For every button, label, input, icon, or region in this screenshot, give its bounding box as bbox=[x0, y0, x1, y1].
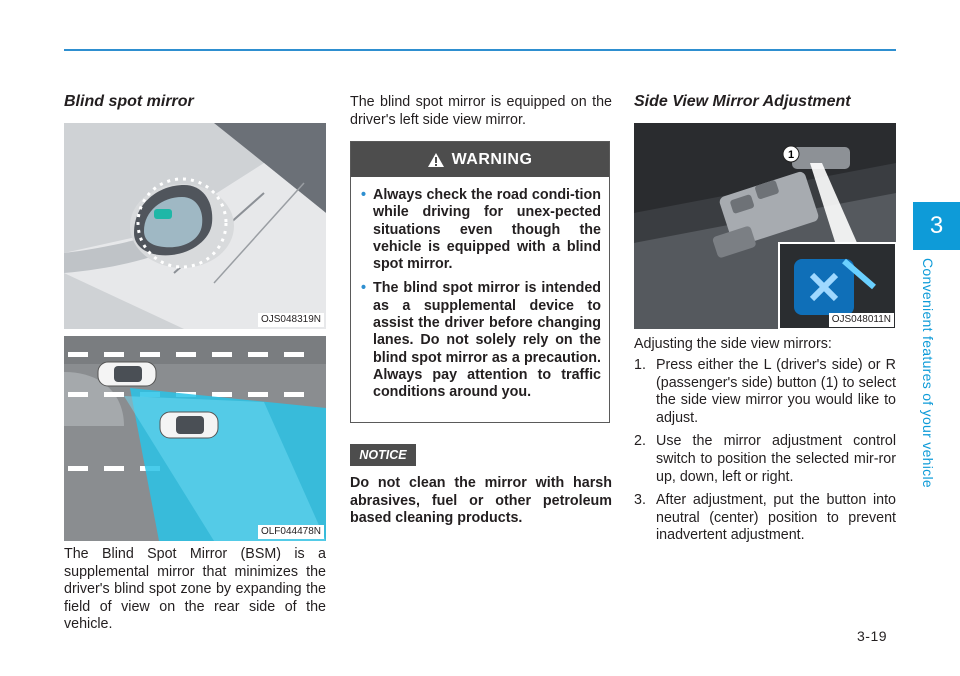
chapter-number: 3 bbox=[929, 212, 944, 239]
page-number: 3-19 bbox=[857, 628, 888, 644]
figure-blind-spot-mirror-photo bbox=[64, 123, 326, 329]
blind-spot-mirror-heading: Blind spot mirror bbox=[64, 93, 194, 110]
blind-spot-intro: The blind spot mirror is equipped on the driver's left side view mirror. bbox=[350, 94, 612, 128]
callout-number: 1 bbox=[787, 149, 795, 161]
bullet-icon: • bbox=[361, 187, 367, 203]
chapter-title: Convenient features of your vehicle bbox=[920, 258, 936, 488]
warning-list bbox=[351, 177, 609, 402]
mirror-switch-illustration bbox=[634, 123, 896, 329]
blind-spot-zone-illustration bbox=[64, 336, 326, 541]
notice-text: Do not clean the mirror with harsh abrasives, fuel or other petroleum based cleaning products. bbox=[350, 475, 612, 527]
adjustment-intro: Adjusting the side view mirrors: bbox=[634, 336, 832, 352]
figure-code: OLF044478N bbox=[258, 525, 324, 539]
side-view-mirror-heading: Side View Mirror Adjustment bbox=[634, 93, 851, 110]
adjustment-steps bbox=[634, 357, 896, 551]
warning-triangle-icon bbox=[428, 153, 444, 167]
figure-mirror-switch-photo bbox=[634, 123, 896, 329]
warning-header bbox=[351, 142, 609, 177]
figure-code: OJS048011N bbox=[829, 313, 894, 327]
step-item: 2. Use the mirror adjustment control switch to position the selected mir-ror up, down, left or right. bbox=[634, 433, 896, 485]
chapter-tab bbox=[913, 202, 960, 250]
step-item: 3. After adjustment, put the button into neutral (center) position to prevent inadvertent adjustment. bbox=[634, 492, 896, 544]
warning-box bbox=[350, 141, 610, 423]
warning-item: • Always check the road condi-tion while driving for unex-pected situations even though the vehicle is equipped with a blind spot mirror. bbox=[361, 187, 601, 273]
bsm-description: The Blind Spot Mirror (BSM) is a supplemental mirror that minimizes the driver's blind spot zone by expanding the field of view on the rear side of the vehicle. bbox=[64, 546, 326, 633]
figure-code: OJS048319N bbox=[258, 313, 324, 327]
step-item: 1. Press either the L (driver's side) or R (passenger's side) button (1) to select the side view mirror you would like to adjust. bbox=[634, 357, 896, 426]
warning-title: WARNING bbox=[451, 150, 533, 168]
figure-blind-spot-zone-diagram bbox=[64, 336, 326, 541]
side-mirror-illustration bbox=[64, 123, 326, 329]
bullet-icon: • bbox=[361, 280, 367, 297]
notice-label: NOTICE bbox=[350, 444, 416, 466]
warning-item: • The blind spot mirror is intended as a supplemental device to assist the driver before changing lanes. Do not solely rely on the blind spot mirror as a precaution. Always pay attention to traffic conditions around you. bbox=[361, 280, 601, 401]
header-rule bbox=[64, 49, 896, 51]
